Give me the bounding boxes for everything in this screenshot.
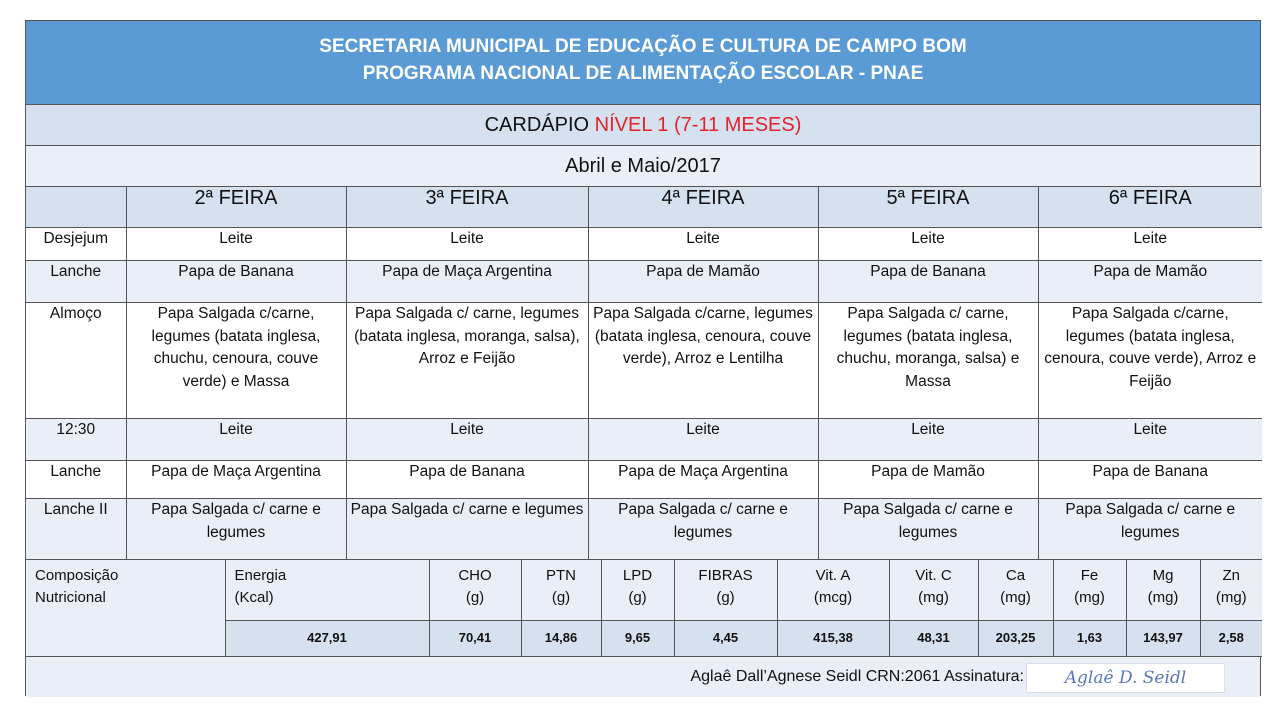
nutrient-name: Fe <box>1080 567 1099 584</box>
meal-item: Papa de Mamão <box>1038 261 1262 303</box>
nutrient-header <box>1126 560 1200 620</box>
meal-row <box>26 261 1262 303</box>
menu-sheet <box>25 20 1261 696</box>
nutrient-name: Ca <box>1005 567 1026 584</box>
nutrient-unit: (g) <box>465 589 485 606</box>
meal-name: 12:30 <box>26 419 126 461</box>
nutrient-value: 203,25 <box>978 620 1053 656</box>
nutrient-header <box>521 560 601 620</box>
meal-item: Papa de Maça Argentina <box>588 461 818 499</box>
header-line-1: SECRETARIA MUNICIPAL DE EDUCAÇÃO E CULTURA DE CAMPO BOM <box>319 36 967 57</box>
menu-title <box>26 105 1260 146</box>
meal-item: Papa de Banana <box>818 261 1038 303</box>
day-header: 4ª FEIRA <box>588 187 818 228</box>
nutrition-header-row <box>26 560 1262 620</box>
meal-item: Leite <box>588 419 818 461</box>
meal-item: Papa Salgada c/ carne e legumes <box>126 499 346 560</box>
weekday-header-row <box>26 187 1262 228</box>
header-banner <box>26 21 1260 105</box>
nutrient-value: 4,45 <box>674 620 777 656</box>
meal-item: Leite <box>346 228 588 261</box>
meal-name: Lanche II <box>26 499 126 560</box>
nutrient-unit: (g) <box>628 589 647 606</box>
nutrient-name: Zn <box>1222 567 1240 584</box>
meal-item: Papa Salgada c/ carne, legumes (batata inglesa, moranga, salsa), Arroz e Feijão <box>346 303 588 419</box>
nutrient-header <box>1200 560 1262 620</box>
nutrient-name: PTN <box>546 567 576 584</box>
nutrient-header <box>674 560 777 620</box>
meal-row <box>26 461 1262 499</box>
meal-item: Papa Salgada c/ carne e legumes <box>346 499 588 560</box>
nutrition-label-line-1: Composição <box>35 567 119 584</box>
nutrient-unit: (mg) <box>918 589 949 606</box>
nutrient-unit: (mcg) <box>813 589 853 606</box>
meal-item: Papa Salgada c/ carne e legumes <box>1038 499 1262 560</box>
nutrient-unit: (mg) <box>1215 589 1247 606</box>
day-header: 6ª FEIRA <box>1038 187 1262 228</box>
day-header: 3ª FEIRA <box>346 187 588 228</box>
nutrient-unit: (Kcal) <box>234 589 274 606</box>
nutrient-name: Vit. A <box>815 567 851 584</box>
meal-row <box>26 303 1262 419</box>
meal-item: Leite <box>588 228 818 261</box>
nutrient-header <box>978 560 1053 620</box>
meal-item: Papa Salgada c/ carne e legumes <box>588 499 818 560</box>
corner-cell <box>26 187 126 228</box>
meal-row <box>26 419 1262 461</box>
meal-item: Leite <box>818 228 1038 261</box>
nutrient-value: 48,31 <box>889 620 978 656</box>
nutrient-unit: (g) <box>716 589 735 606</box>
nutrition-table <box>26 560 1262 657</box>
nutrition-label-line-2: Nutricional <box>35 589 106 606</box>
nutrient-header <box>889 560 978 620</box>
meal-item: Leite <box>126 419 346 461</box>
meal-name: Desjejum <box>26 228 126 261</box>
nutrient-value: 427,91 <box>225 620 429 656</box>
nutrient-unit: (mg) <box>1000 589 1031 606</box>
meal-item: Leite <box>1038 419 1262 461</box>
meal-item: Papa de Banana <box>346 461 588 499</box>
meal-item: Papa de Maça Argentina <box>126 461 346 499</box>
day-header: 5ª FEIRA <box>818 187 1038 228</box>
nutrient-value: 415,38 <box>777 620 889 656</box>
meal-item: Papa Salgada c/carne, legumes (batata inglesa, cenoura, couve verde), Arroz e Feijão <box>1038 303 1262 419</box>
nutrient-header <box>225 560 429 620</box>
meal-item: Papa Salgada c/ carne, legumes (batata inglesa, chuchu, moranga, salsa) e Massa <box>818 303 1038 419</box>
nutrient-value: 2,58 <box>1200 620 1262 656</box>
header-line-2: PROGRAMA NACIONAL DE ALIMENTAÇÃO ESCOLAR - PNAE <box>362 63 924 84</box>
meal-item: Leite <box>346 419 588 461</box>
meal-item: Leite <box>126 228 346 261</box>
weekly-menu-table <box>26 187 1262 560</box>
meal-item: Papa Salgada c/carne, legumes (batata inglesa, chuchu, cenoura, couve verde) e Massa <box>126 303 346 419</box>
menu-title-prefix: CARDÁPIO <box>484 114 595 136</box>
meal-item: Papa Salgada c/ carne e legumes <box>818 499 1038 560</box>
meal-item: Leite <box>1038 228 1262 261</box>
nutrient-name: FIBRAS <box>698 567 753 584</box>
meal-item: Papa de Maça Argentina <box>346 261 588 303</box>
nutrient-value: 9,65 <box>601 620 674 656</box>
meal-item: Papa de Banana <box>126 261 346 303</box>
nutrient-unit: (g) <box>551 589 571 606</box>
meal-name: Lanche <box>26 461 126 499</box>
nutrient-name: Mg <box>1152 567 1174 584</box>
meal-item: Papa de Mamão <box>588 261 818 303</box>
nutrient-header <box>601 560 674 620</box>
meal-row <box>26 499 1262 560</box>
menu-period: Abril e Maio/2017 <box>26 146 1260 187</box>
nutrition-label <box>26 560 225 656</box>
nutrient-name: Vit. C <box>915 567 952 584</box>
footer <box>26 657 1260 697</box>
meal-row <box>26 228 1262 261</box>
nutrient-header <box>429 560 521 620</box>
handwritten-signature: Aglaê D. Seidl <box>1026 663 1225 693</box>
meal-item: Papa Salgada c/carne, legumes (batata inglesa, cenoura, couve verde), Arroz e Lentilha <box>588 303 818 419</box>
day-header: 2ª FEIRA <box>126 187 346 228</box>
nutrient-value: 143,97 <box>1126 620 1200 656</box>
nutrient-value: 14,86 <box>521 620 601 656</box>
nutrient-value: 70,41 <box>429 620 521 656</box>
nutrient-unit: (mg) <box>1074 589 1105 606</box>
nutrient-header <box>1053 560 1126 620</box>
nutrient-name: Energia <box>234 567 287 584</box>
meal-item: Papa de Banana <box>1038 461 1262 499</box>
nutrient-name: LPD <box>622 567 653 584</box>
nutrient-unit: (mg) <box>1147 589 1179 606</box>
nutrient-name: CHO <box>458 567 492 584</box>
nutrient-value: 1,63 <box>1053 620 1126 656</box>
nutritionist-credit: Aglaê Dall’Agnese Seidl CRN:2061 Assinatura: <box>690 667 1024 685</box>
nutrient-header <box>777 560 889 620</box>
meal-item: Papa de Mamão <box>818 461 1038 499</box>
menu-level: NÍVEL 1 (7-11 MESES) <box>594 114 802 136</box>
meal-item: Leite <box>818 419 1038 461</box>
meal-name: Almoço <box>26 303 126 419</box>
meal-name: Lanche <box>26 261 126 303</box>
